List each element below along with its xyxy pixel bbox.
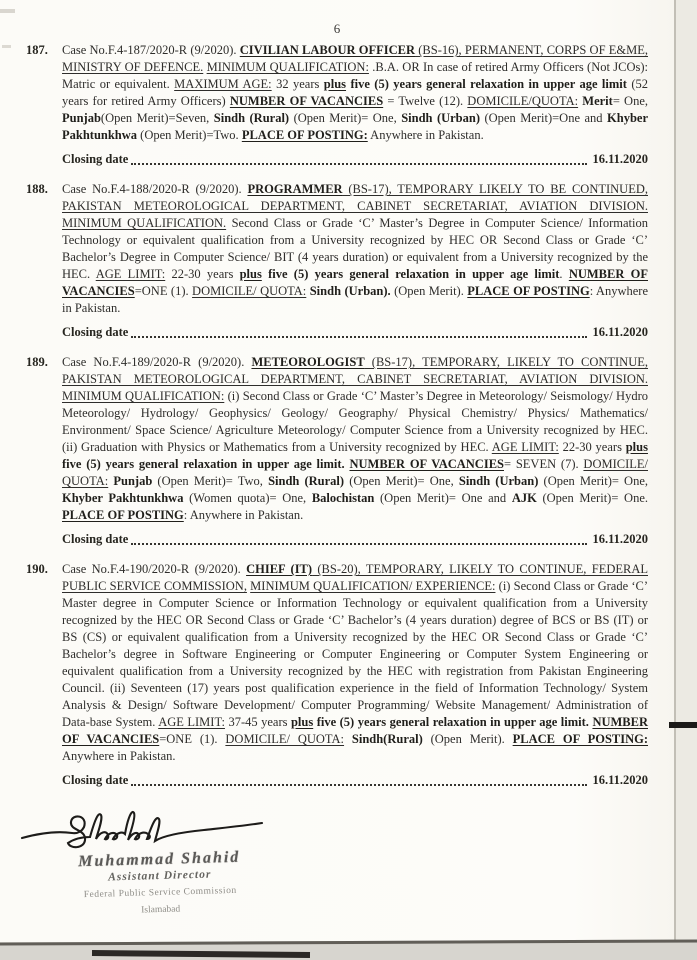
text-run: Khyber Pakhtunkhwa xyxy=(62,491,184,505)
text-run: = One, xyxy=(612,94,648,108)
text-run: DOMICILE/QUOTA: xyxy=(467,94,579,108)
text-run: (BS-17), TEMPORARY LIKELY TO BE CONTINUED, PAKISTAN METEOROLOGICAL DEPARTMENT, CABINET SECRETARIAT, AVIATION DIVISION. xyxy=(62,182,648,213)
text-run: five (5) years general relaxation in upper age limit xyxy=(261,267,560,281)
text-run: (BS-20), TEMPORARY, LIKELY TO CONTINUE, FEDERAL PUBLIC SERVICE COMMISSION, xyxy=(62,562,648,593)
text-run: MINIMUM QUALIFICATION: xyxy=(62,389,225,403)
item-number: 190. xyxy=(26,562,48,576)
text-run: Punjab xyxy=(113,474,153,488)
signature-block xyxy=(18,803,368,919)
text-run: Merit xyxy=(582,94,613,108)
dot-leader xyxy=(131,163,587,165)
text-run: PLACE OF POSTING xyxy=(467,284,590,298)
text-run: PLACE OF POSTING: xyxy=(512,732,649,746)
dot-leader xyxy=(131,336,587,338)
handwritten-signature xyxy=(18,803,268,855)
text-run: AGE LIMIT: xyxy=(95,267,166,281)
text-run: Case No.F.4-189/2020-R (9/2020). xyxy=(62,355,252,369)
text-run xyxy=(344,732,352,746)
closing-date-row xyxy=(62,151,648,168)
job-listing xyxy=(26,561,648,789)
text-run: plus xyxy=(290,715,314,729)
text-run: CIVILIAN LABOUR OFFICER xyxy=(239,43,416,57)
text-run: Case No.F.4-188/2020-R (9/2020). xyxy=(62,182,248,196)
job-listings xyxy=(26,42,648,789)
text-run: CHIEF (IT) xyxy=(246,562,313,576)
text-run: Anywhere in Pakistan. xyxy=(367,128,484,142)
item-text xyxy=(62,42,648,144)
text-run: (Open Merit). xyxy=(422,732,513,746)
text-run: Punjab xyxy=(62,111,101,125)
text-run: Sindh (Rural) xyxy=(213,111,290,125)
text-run: (Open Merit)= One, xyxy=(289,111,402,125)
text-run: : Anywhere in Pakistan. xyxy=(62,284,648,315)
text-run: Sindh (Urban). xyxy=(309,284,391,298)
closing-date-value: 16.11.2020 xyxy=(592,325,648,339)
text-run: AGE LIMIT: xyxy=(158,715,225,729)
text-run: Khyber Pakhtunkhwa xyxy=(62,111,648,142)
text-run: Case No.F.4-190/2020-R (9/2020). xyxy=(62,562,247,576)
text-run: =ONE (1). xyxy=(159,732,226,746)
signatory-city: Islamabad xyxy=(141,904,181,916)
text-run: Anywhere in Pakistan. xyxy=(62,749,176,763)
text-run: (52 years for retired Army Officers) xyxy=(62,77,649,108)
closing-date-value: 16.11.2020 xyxy=(592,152,648,166)
item-text xyxy=(62,354,648,524)
text-run: NUMBER OF VACANCIES xyxy=(229,94,384,108)
job-listing xyxy=(26,42,648,168)
signatory-name: Muhammad Shahid xyxy=(78,848,241,871)
text-run: Case No.F.4-187/2020-R (9/2020). xyxy=(62,43,240,57)
scan-right-edge xyxy=(674,0,697,942)
page-number: 6 xyxy=(333,21,341,36)
text-run: 22-30 years xyxy=(558,440,626,454)
closing-date-label: Closing date xyxy=(62,325,129,339)
item-text xyxy=(62,561,648,765)
text-run: MINIMUM QUALIFICATION. xyxy=(62,216,227,230)
text-run: (Open Merit). xyxy=(390,284,468,298)
text-run: (Open Merit)=One and xyxy=(480,111,608,125)
text-run: Second Class or Grade ‘C’ Master’s Degree in Computer Science/ Information Technology or equivalent qualification from a University recognized by HEC OR Second Class or Grade ‘C’ Bachelor’s Degree in Computer Science/ BIT (4 years duration) or equivalent from a University recognized by the HEC. xyxy=(62,216,648,281)
text-run: Sindh(Rural) xyxy=(351,732,423,746)
closing-date-label: Closing date xyxy=(62,152,129,166)
scan-smudge xyxy=(2,45,11,48)
text-run: (i) Second Class or Grade ‘C’ Master degree in Computer Science or Information Technology or equivalent qualification from a University recognized by the HEC OR Second Class or Grade ‘C’ Bachelor’s (4 years duration) degree of BCS or BS (IT) or BS (CS) or equivalent qualification from a University recognized by the HEC OR Second Class or Grade ‘C’ Bachelor’s degree in Software Engineering or Computer Engineering or Computer System Engineering or equivalent qualification from a University recognized by the HEC with registration from Pakistan Engineering Council. (ii) Seventeen (17) years post qualification experience in the field of Information Technology/ System Analysis & Design/ Software Development/ Computer Programming/ Website Management/ Administration of Data-base System. xyxy=(62,579,648,729)
text-run: .B.A. OR In case of retired Army Officers (Not JCOs): Matric or equivalent. xyxy=(62,60,648,91)
text-run: (i) Second Class or Grade ‘C’ Master’s Degree in Meteorology/ Seismology/ Hydro Meteorology/ Hydrology/ Geophysics/ Geology/ Geography/ Physical Chemistry/ Physics/ Mathematics/ Environment/ Space Science/ Agriculture Meteorology/ Computer Science from a University recognized by HEC. (ii) Graduation with Physics or Mathematics from a University recognized by HEC. xyxy=(62,389,648,454)
text-run: (Open Merit)= One. xyxy=(536,491,648,505)
scan-smudge xyxy=(0,9,15,13)
text-run: PROGRAMMER xyxy=(247,182,343,196)
signature-stamp xyxy=(39,848,281,923)
text-run: (Open Merit)=Two. xyxy=(137,128,242,142)
signatory-title: Assistant Director xyxy=(107,868,212,884)
text-run: (Open Merit)= One, xyxy=(344,474,459,488)
text-run: NUMBER OF VACANCIES xyxy=(62,715,648,746)
text-run: DOMICILE/ QUOTA: xyxy=(225,732,345,746)
text-run: five (5) years general relaxation in upper age limit. xyxy=(62,457,345,471)
item-number: 188. xyxy=(26,182,48,196)
text-run: : Anywhere in Pakistan. xyxy=(183,508,304,522)
text-run: (BS-17), TEMPORARY, LIKELY TO CONTINUE, PAKISTAN METEOROLOGICAL DEPARTMENT, CABINET SECRETARIAT, AVIATION DIVISION. xyxy=(62,355,649,386)
text-run: MINIMUM QUALIFICATION: xyxy=(206,60,369,74)
text-run: METEOROLOGIST xyxy=(251,355,365,369)
text-run: DOMICILE/ QUOTA: xyxy=(192,284,307,298)
text-run: (Open Merit)= One and xyxy=(374,491,512,505)
text-run: . xyxy=(559,267,569,281)
dot-leader xyxy=(131,543,587,545)
text-run: DOMICILE/ QUOTA: xyxy=(62,457,648,488)
dot-leader xyxy=(131,784,587,786)
item-number: 187. xyxy=(26,43,48,57)
closing-date-value: 16.11.2020 xyxy=(592,773,648,787)
job-listing xyxy=(26,354,648,548)
closing-date-row xyxy=(62,772,648,789)
closing-date-label: Closing date xyxy=(62,532,129,546)
text-run: (Open Merit)= One, xyxy=(538,474,649,488)
text-run: Sindh (Urban) xyxy=(458,474,539,488)
text-run: AGE LIMIT: xyxy=(491,440,559,454)
text-run: PLACE OF POSTING: xyxy=(241,128,368,142)
text-run: MINIMUM QUALIFICATION/ EXPERIENCE: xyxy=(250,579,496,593)
closing-date-value: 16.11.2020 xyxy=(592,532,648,546)
text-run: five (5) years general relaxation in upper age limit. xyxy=(313,715,589,729)
text-run: AJK xyxy=(511,491,537,505)
text-run: 22-30 years xyxy=(165,267,240,281)
text-run: (Open Merit)=Seven, xyxy=(100,111,214,125)
text-run: =ONE (1). xyxy=(134,284,193,298)
item-number: 189. xyxy=(26,355,48,369)
page-content xyxy=(26,20,648,919)
closing-date-row xyxy=(62,324,648,341)
text-run: (Women quota)= One, xyxy=(183,491,312,505)
text-run: five (5) years general relaxation in upper age limit xyxy=(346,77,627,91)
closing-date-row xyxy=(62,531,648,548)
job-listing xyxy=(26,181,648,341)
item-text xyxy=(62,181,648,317)
scan-artifact-right xyxy=(669,722,697,728)
text-run: = Twelve (12). xyxy=(383,94,468,108)
text-run: (BS-16), PERMANENT, CORPS OF E&ME, MINISTRY OF DEFENCE. xyxy=(62,43,648,74)
text-run: NUMBER OF VACANCIES xyxy=(62,267,648,298)
text-run: (Open Merit)= Two, xyxy=(152,474,269,488)
signatory-org: Federal Public Service Commission xyxy=(83,885,237,901)
text-run: 37-45 years xyxy=(224,715,291,729)
text-run: PLACE OF POSTING xyxy=(62,508,184,522)
text-run: plus xyxy=(323,77,347,91)
closing-date-label: Closing date xyxy=(62,773,129,787)
text-run: NUMBER OF VACANCIES xyxy=(349,457,504,471)
text-run: plus xyxy=(625,440,648,454)
text-run: MAXIMUM AGE: xyxy=(174,77,272,91)
text-run: Balochistan xyxy=(311,491,375,505)
text-run: 32 years xyxy=(271,77,324,91)
text-run: = SEVEN (7). xyxy=(504,457,584,471)
text-run: Sindh (Urban) xyxy=(401,111,480,125)
text-run: Sindh (Rural) xyxy=(268,474,345,488)
text-run: plus xyxy=(239,267,262,281)
